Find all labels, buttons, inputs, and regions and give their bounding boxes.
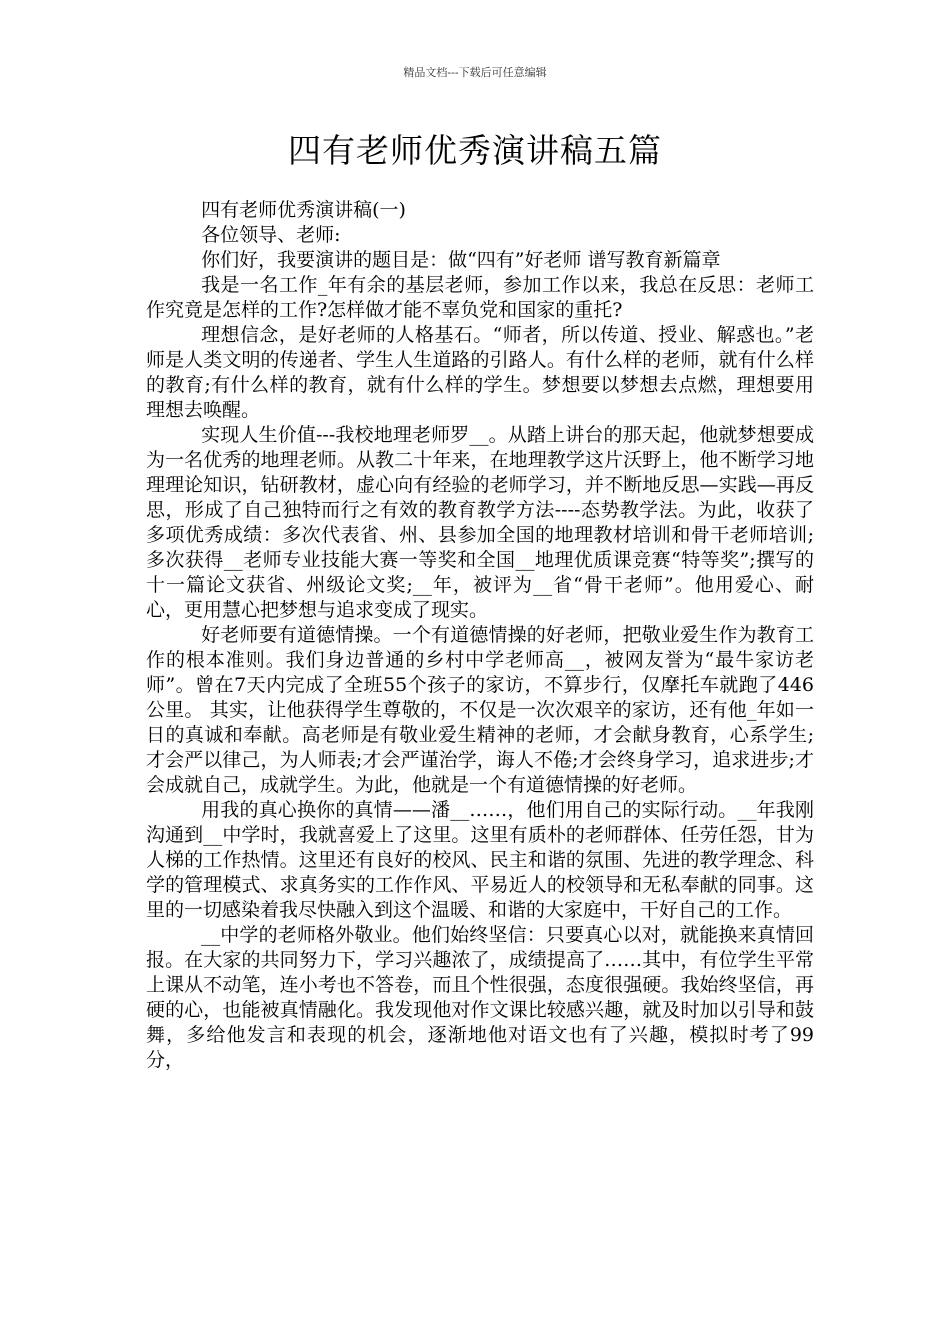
paragraph-5: 好老师要有道德情操。一个有道德情操的好老师，把敬业爱生作为教育工作的根本准则。我们身边普通的乡村中学老师高__，被网友誉为“最牛家访老师”。曾在7天内完成了全班55个孩子的家访，不算步行，仅摩托车就跑了446公里。 其实，让他获得学生尊敬的，不仅是一次次艰辛的家访，还有他_年如一日的真诚和奉献。高老师是有敬业爱生精神的老师，才会献身教育，心系学生;才会严以律己，为人师表;才会严谨治学，诲人不倦;才会终身学习，追求进步;才会成就自己，成就学生。为此，他就是一个有道德情操的好老师。 [146,624,814,796]
header-note: 精品文档---下载后可任意编辑 [403,66,547,79]
paragraph-4: 实现人生价值---我校地理老师罗__。从踏上讲台的那天起，他就梦想要成为一名优秀的地理老师。从教二十年来，在地理教学这片沃野上，他不断学习地理理论知识，钻研教材，虚心向有经验的老师学习，并不断地反思—实践—再反思，形成了自己独特而行之有效的教育教学方法----态势教学法。为此，收获了多项优秀成绩：多次代表省、州、县参加全国的地理教材培训和骨干老师培训;多次获得__老师专业技能大赛一等奖和全国__地理优质课竞赛“特等奖”;撰写的十一篇论文获省、州级论文奖;__年，被评为__省“骨干老师”。他用爱心、耐心，更用慧心把梦想与追求变成了现实。 [146,424,814,621]
salutation: 各位领导、老师: [201,224,341,246]
speech-subtitle: 四有老师优秀演讲稿(一) [201,199,406,221]
document-title: 四有老师优秀演讲稿五篇 [288,131,662,170]
paragraph-7: __中学的老师格外敬业。他们始终坚信：只要真心以对，就能换来真情回报。在大家的共同努力下，学习兴趣浓了，成绩提高了……其中，有位学生平常上课从不动笔，连小考也不答卷，而且个性很强，态度很强硬。我始终坚信，再硬的心，也能被真情融化。我发现他对作文课比较感兴趣，就及时加以引导和鼓舞，多给他发言和表现的机会，逐渐地他对语文也有了兴趣，模拟时考了99分， [146,924,814,1071]
document-body [146,198,814,1073]
paragraph-2: 我是一名工作_年有余的基层老师，参加工作以来，我总在反思：老师工作究竟是怎样的工作?怎样做才能不辜负党和国家的重托? [146,274,814,321]
paragraph-1: 你们好，我要演讲的题目是：做“四有”好老师 谱写教育新篇章 [201,249,721,271]
paragraph-6: 用我的真心换你的真情——潘__……，他们用自己的实际行动。__年我刚沟通到__中学时，我就喜爱上了这里。这里有质朴的老师群体、任劳任怨，甘为人梯的工作热情。这里还有良好的校风、民主和谐的氛围、先进的教学理念、科学的管理模式、求真务实的工作作风、平易近人的校领导和无私奉献的同事。这里的一切感染着我尽快融入到这个温暖、和谐的大家庭中，干好自己的工作。 [146,799,814,921]
paragraph-3: 理想信念，是好老师的人格基石。“师者，所以传道、授业、解惑也。”老师是人类文明的传递者、学生人生道路的引路人。有什么样的老师，就有什么样的教育;有什么样的教育，就有什么样的学生。梦想要以梦想去点燃，理想要用理想去唤醒。 [146,324,814,421]
